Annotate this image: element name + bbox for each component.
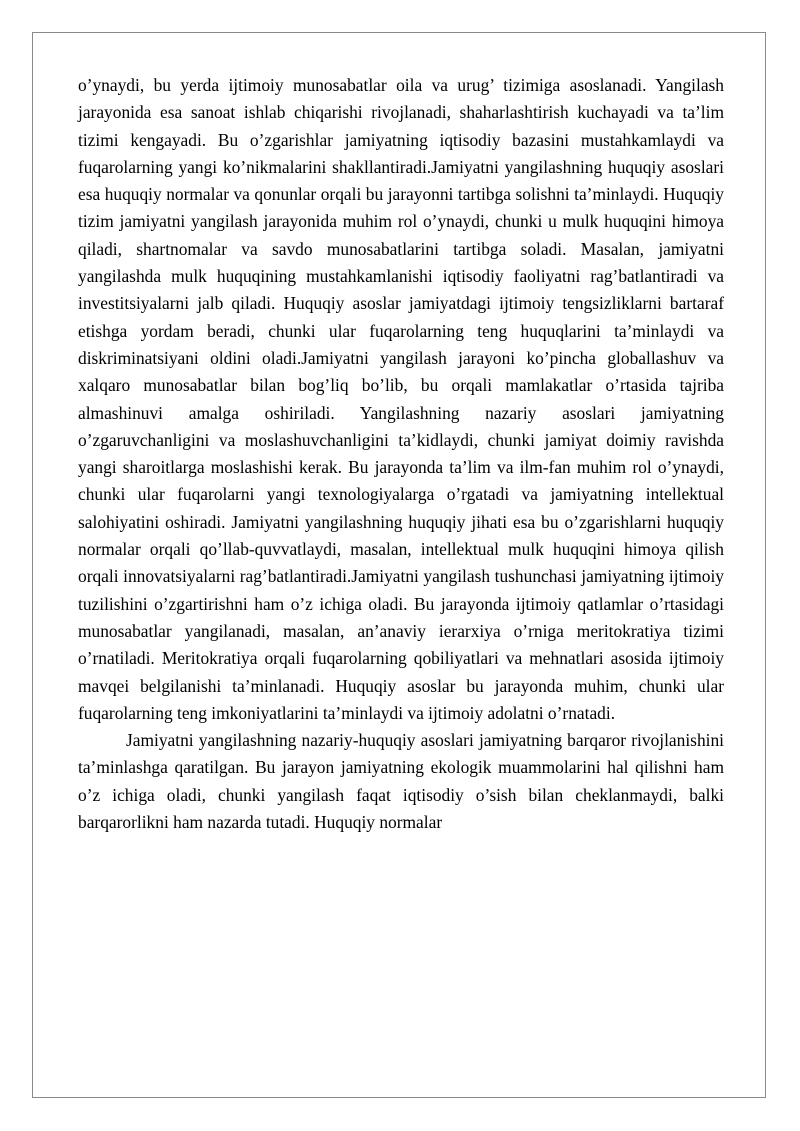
document-body — [78, 72, 724, 836]
paragraph-barqaror: Jamiyatni yangilashning nazariy-huquqiy asoslari jamiyatning barqaror rivojlanishini ta’minlashga qaratilgan. Bu jarayon jamiyatning ekologik muammolarini hal qilishni ham o’z ichiga oladi, chunki yangilash faqat iqtisodiy o’sish bilan cheklanmaydi, balki barqarorlikni ham nazarda tutadi. Huquqiy normalar — [78, 730, 724, 833]
paragraph-continued: o’ynaydi, bu yerda ijtimoiy munosabatlar oila va urug’ tizimiga asoslanadi. Yangilash jarayonida esa sanoat ishlab chiqarishi rivojlanadi, shaharlashtirish kuchayadi va ta’lim tizimi kengayadi. Bu o’zgarishlar jamiyatning iqtisodiy bazasini mustahkamlaydi va fuqarolarning yangi ko’nikmalarini shakllantiradi.Jamiyatni yangilashning huquqiy asoslari esa huquqiy normalar va qonunlar orqali bu jarayonni tartibga solishni ta’minlaydi. Huquqiy tizim jamiyatni yangilash jarayonida muhim rol o’ynaydi, chunki u mulk huquqini himoya qiladi, shartnomalar va savdo munosabatlarini tartibga soladi. Masalan, jamiyatni yangilashda mulk huquqining mustahkamlanishi iqtisodiy faoliyatni rag’batlantiradi va investitsiyalarni jalb qiladi. Huquqiy asoslar jamiyatdagi ijtimoiy tengsizliklarni bartaraf etishga yordam beradi, chunki ular fuqarolarning teng huquqlarini ta’minlaydi va diskriminatsiyani oldini oladi.Jamiyatni yangilash jarayoni ko’pincha globallashuv va xalqaro munosabatlar bilan bog’liq bo’lib, bu orqali mamlakatlar o’rtasida tajriba almashinuvi amalga oshiriladi. Yangilashning nazariy asoslari jamiyatning o’zgaruvchanligini va moslashuvchanligini ta’kidlaydi, chunki jamiyat doimiy ravishda yangi sharoitlarga moslashishi kerak. Bu jarayonda ta’lim va ilm-fan muhim rol o’ynaydi, chunki ular fuqarolarni yangi texnologiyalarga o’rgatadi va jamiyatning intellektual salohiyatini oshiradi. Jamiyatni yangilashning huquqiy jihati esa bu o’zgarishlarni huquqiy normalar orqali qo’llab-quvvatlaydi, masalan, intellektual mulk huquqini himoya qilish orqali innovatsiyalarni rag’batlantiradi.Jamiyatni yangilash tushunchasi jamiyatning ijtimoiy tuzilishini o’zgartirishni ham o’z ichiga oladi. Bu jarayonda ijtimoiy qatlamlar o’rtasidagi munosabatlar yangilanadi, masalan, an’anaviy ierarxiya o’rniga meritokratiya tizimi o’rnatiladi. Meritokratiya orqali fuqarolarning qobiliyatlari va mehnatlari asosida ijtimoiy mavqei belgilanishi ta’minlanadi. Huquqiy asoslar bu jarayonda muhim, chunki ular fuqarolarning teng imkoniyatlarini ta’minlaydi va ijtimoiy adolatni o’rnatadi. — [78, 75, 724, 723]
